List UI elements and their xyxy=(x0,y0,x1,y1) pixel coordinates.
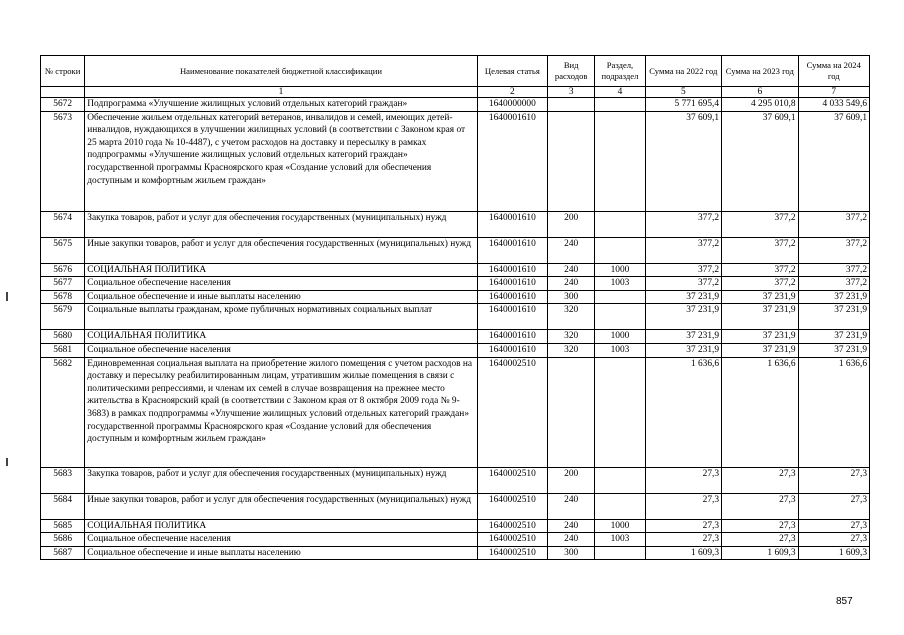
target-article: 1640002510 xyxy=(477,519,547,533)
sum-2022: 1 636,6 xyxy=(645,357,721,467)
sum-2022: 27,3 xyxy=(645,467,721,493)
row-number: 5687 xyxy=(41,546,85,560)
indicator-name: Социальное обеспечение населения xyxy=(85,277,477,291)
table-row xyxy=(41,290,870,304)
expense-type: 240 xyxy=(548,519,595,533)
sum-2022: 377,2 xyxy=(645,277,721,291)
scan-mark xyxy=(6,458,8,466)
row-number: 5679 xyxy=(41,304,85,330)
section-subsection xyxy=(595,493,645,519)
page-number: 857 xyxy=(836,596,853,607)
row-number: 5683 xyxy=(41,467,85,493)
indicator-name: Иные закупки товаров, работ и услуг для обеспечения государственных (муниципальных) нужд xyxy=(85,237,477,263)
column-number: 7 xyxy=(798,87,869,98)
col-header-name: Наименование показателей бюджетной классификации xyxy=(85,56,477,87)
sum-2023: 4 295 010,8 xyxy=(722,98,798,112)
sum-2022: 37 609,1 xyxy=(645,111,721,211)
table-row xyxy=(41,237,870,263)
column-number-empty xyxy=(41,87,85,98)
sum-2023: 27,3 xyxy=(722,519,798,533)
sum-2023: 377,2 xyxy=(722,211,798,237)
column-number: 3 xyxy=(548,87,595,98)
sum-2024: 37 231,9 xyxy=(798,343,869,357)
col-header-row-no: № строки xyxy=(41,56,85,87)
section-subsection xyxy=(595,304,645,330)
sum-2022: 377,2 xyxy=(645,211,721,237)
sum-2024: 27,3 xyxy=(798,533,869,547)
col-header-kind: Вид расходов xyxy=(548,56,595,87)
row-number: 5673 xyxy=(41,111,85,211)
table-row xyxy=(41,98,870,112)
table-row xyxy=(41,546,870,560)
row-number: 5678 xyxy=(41,290,85,304)
col-header-sum-2024: Сумма на 2024 год xyxy=(798,56,869,87)
sum-2022: 27,3 xyxy=(645,533,721,547)
expense-type: 200 xyxy=(548,467,595,493)
sum-2024: 37 231,9 xyxy=(798,330,869,344)
sum-2022: 37 231,9 xyxy=(645,330,721,344)
expense-type xyxy=(548,98,595,112)
section-subsection xyxy=(595,357,645,467)
column-number: 2 xyxy=(477,87,547,98)
expense-type: 240 xyxy=(548,263,595,277)
target-article: 1640001610 xyxy=(477,277,547,291)
row-number: 5672 xyxy=(41,98,85,112)
table-row xyxy=(41,277,870,291)
sum-2023: 377,2 xyxy=(722,277,798,291)
expense-type: 240 xyxy=(548,493,595,519)
sum-2023: 27,3 xyxy=(722,493,798,519)
sum-2023: 37 231,9 xyxy=(722,330,798,344)
target-article: 1640001610 xyxy=(477,330,547,344)
table-row xyxy=(41,263,870,277)
indicator-name: Социальное обеспечение и иные выплаты населению xyxy=(85,290,477,304)
table-row xyxy=(41,111,870,211)
target-article: 1640000000 xyxy=(477,98,547,112)
sum-2022: 5 771 695,4 xyxy=(645,98,721,112)
table-row xyxy=(41,343,870,357)
section-subsection xyxy=(595,98,645,112)
table-row xyxy=(41,330,870,344)
indicator-name: Иные закупки товаров, работ и услуг для обеспечения государственных (муниципальных) нужд xyxy=(85,493,477,519)
sum-2022: 27,3 xyxy=(645,519,721,533)
section-subsection xyxy=(595,111,645,211)
indicator-name: Социальные выплаты гражданам, кроме публичных нормативных социальных выплат xyxy=(85,304,477,330)
column-number: 6 xyxy=(722,87,798,98)
scan-mark xyxy=(6,292,8,301)
indicator-name: Закупка товаров, работ и услуг для обеспечения государственных (муниципальных) нужд xyxy=(85,467,477,493)
section-subsection: 1000 xyxy=(595,519,645,533)
expense-type xyxy=(548,111,595,211)
indicator-name: Закупка товаров, работ и услуг для обеспечения государственных (муниципальных) нужд xyxy=(85,211,477,237)
table-row xyxy=(41,493,870,519)
sum-2023: 37 231,9 xyxy=(722,290,798,304)
indicator-name: Обеспечение жильем отдельных категорий ветеранов, инвалидов и семей, имеющих детей-инвалидов, нуждающихся в улучшении жилищных условий (в соответствии с Законом края от 25 марта 2010 года № 10-4487), с учетом расходов на доставку и пересылку в рамках подпрограммы «Улучшение жилищных условий отдельных категорий граждан» государственной программы Красноярского края «Создание условий для обеспечения доступным и комфортным жильем граждан» xyxy=(85,111,477,211)
expense-type: 300 xyxy=(548,546,595,560)
sum-2024: 27,3 xyxy=(798,519,869,533)
target-article: 1640001610 xyxy=(477,237,547,263)
col-header-target: Целевая статья xyxy=(477,56,547,87)
row-number: 5682 xyxy=(41,357,85,467)
sum-2024: 377,2 xyxy=(798,211,869,237)
indicator-name: Социальное обеспечение и иные выплаты населению xyxy=(85,546,477,560)
column-number-row xyxy=(41,87,870,98)
column-number: 1 xyxy=(85,87,477,98)
sum-2024: 27,3 xyxy=(798,493,869,519)
sum-2024: 37 231,9 xyxy=(798,290,869,304)
section-subsection xyxy=(595,237,645,263)
expense-type xyxy=(548,357,595,467)
expense-type: 320 xyxy=(548,330,595,344)
target-article: 1640002510 xyxy=(477,357,547,467)
section-subsection xyxy=(595,546,645,560)
sum-2022: 377,2 xyxy=(645,263,721,277)
target-article: 1640002510 xyxy=(477,493,547,519)
row-number: 5674 xyxy=(41,211,85,237)
target-article: 1640002510 xyxy=(477,546,547,560)
row-number: 5675 xyxy=(41,237,85,263)
row-number: 5681 xyxy=(41,343,85,357)
sum-2024: 1 609,3 xyxy=(798,546,869,560)
indicator-name: Социальное обеспечение населения xyxy=(85,343,477,357)
expense-type: 200 xyxy=(548,211,595,237)
target-article: 1640002510 xyxy=(477,467,547,493)
expense-type: 320 xyxy=(548,343,595,357)
indicator-name: Подпрограмма «Улучшение жилищных условий отдельных категорий граждан» xyxy=(85,98,477,112)
sum-2024: 4 033 549,6 xyxy=(798,98,869,112)
sum-2023: 27,3 xyxy=(722,533,798,547)
expense-type: 300 xyxy=(548,290,595,304)
target-article: 1640001610 xyxy=(477,263,547,277)
indicator-name: СОЦИАЛЬНАЯ ПОЛИТИКА xyxy=(85,519,477,533)
sum-2023: 1 636,6 xyxy=(722,357,798,467)
row-number: 5676 xyxy=(41,263,85,277)
table-row xyxy=(41,467,870,493)
sum-2022: 37 231,9 xyxy=(645,304,721,330)
indicator-name: СОЦИАЛЬНАЯ ПОЛИТИКА xyxy=(85,330,477,344)
sum-2024: 37 231,9 xyxy=(798,304,869,330)
sum-2022: 377,2 xyxy=(645,237,721,263)
sum-2022: 1 609,3 xyxy=(645,546,721,560)
sum-2023: 37 231,9 xyxy=(722,343,798,357)
target-article: 1640001610 xyxy=(477,304,547,330)
sum-2023: 37 231,9 xyxy=(722,304,798,330)
sum-2024: 27,3 xyxy=(798,467,869,493)
expense-type: 320 xyxy=(548,304,595,330)
column-number: 4 xyxy=(595,87,645,98)
table-row xyxy=(41,304,870,330)
indicator-name: СОЦИАЛЬНАЯ ПОЛИТИКА xyxy=(85,263,477,277)
sum-2024: 1 636,6 xyxy=(798,357,869,467)
sum-2023: 37 609,1 xyxy=(722,111,798,211)
sum-2023: 27,3 xyxy=(722,467,798,493)
target-article: 1640002510 xyxy=(477,533,547,547)
section-subsection xyxy=(595,467,645,493)
sum-2024: 377,2 xyxy=(798,237,869,263)
sum-2024: 37 609,1 xyxy=(798,111,869,211)
section-subsection: 1000 xyxy=(595,330,645,344)
section-subsection xyxy=(595,211,645,237)
indicator-name: Единовременная социальная выплата на приобретение жилого помещения с учетом расходов на доставку и пересылку реабилитированным лицам, утратившим жилые помещения в связи с политическими репрессиями, и членам их семей в случае возвращения на прежнее место жительства в Красноярский край (в соответствии с Законом края от 8 октября 2009 года № 9-3683) в рамках подпрограммы «Улучшение жилищных условий отдельных категорий граждан» государственной программы Красноярского края «Создание условий для обеспечения доступным и комфортным жильем граждан» xyxy=(85,357,477,467)
sum-2023: 377,2 xyxy=(722,263,798,277)
section-subsection xyxy=(595,290,645,304)
section-subsection: 1000 xyxy=(595,263,645,277)
sum-2023: 1 609,3 xyxy=(722,546,798,560)
expense-type: 240 xyxy=(548,277,595,291)
expense-type: 240 xyxy=(548,237,595,263)
sum-2022: 37 231,9 xyxy=(645,343,721,357)
row-number: 5677 xyxy=(41,277,85,291)
sum-2024: 377,2 xyxy=(798,263,869,277)
table-row xyxy=(41,533,870,547)
row-number: 5686 xyxy=(41,533,85,547)
budget-table xyxy=(40,55,870,560)
table-row xyxy=(41,211,870,237)
expense-type: 240 xyxy=(548,533,595,547)
row-number: 5684 xyxy=(41,493,85,519)
table-row xyxy=(41,519,870,533)
indicator-name: Социальное обеспечение населения xyxy=(85,533,477,547)
col-header-section: Раздел, подраздел xyxy=(595,56,645,87)
target-article: 1640001610 xyxy=(477,343,547,357)
column-number: 5 xyxy=(645,87,721,98)
row-number: 5680 xyxy=(41,330,85,344)
sum-2022: 27,3 xyxy=(645,493,721,519)
col-header-sum-2022: Сумма на 2022 год xyxy=(645,56,721,87)
table-body xyxy=(41,98,870,560)
section-subsection: 1003 xyxy=(595,277,645,291)
sum-2023: 377,2 xyxy=(722,237,798,263)
target-article: 1640001610 xyxy=(477,111,547,211)
target-article: 1640001610 xyxy=(477,290,547,304)
section-subsection: 1003 xyxy=(595,343,645,357)
col-header-sum-2023: Сумма на 2023 год xyxy=(722,56,798,87)
table-row xyxy=(41,357,870,467)
header-row xyxy=(41,56,870,87)
target-article: 1640001610 xyxy=(477,211,547,237)
row-number: 5685 xyxy=(41,519,85,533)
section-subsection: 1003 xyxy=(595,533,645,547)
sum-2024: 377,2 xyxy=(798,277,869,291)
sum-2022: 37 231,9 xyxy=(645,290,721,304)
